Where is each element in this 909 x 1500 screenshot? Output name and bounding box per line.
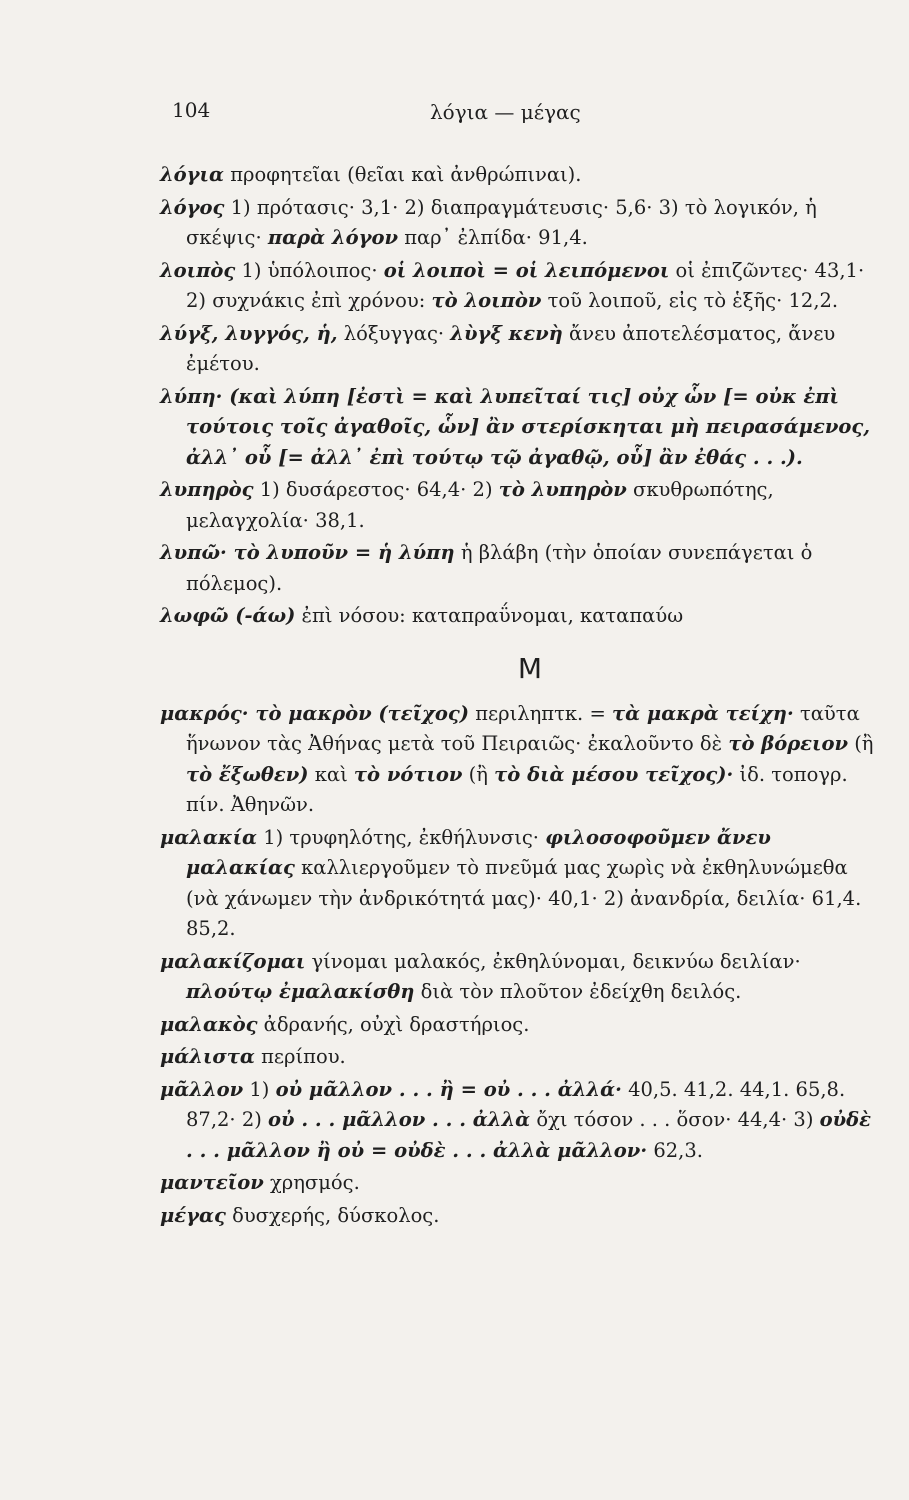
headword: λοιπὸς [160,258,236,282]
headword: μαντεῖον [160,1171,264,1194]
phrase: τὸ λυπηρὸν [498,478,627,501]
definition: 40,5. 41,2. 44,1. 65,8. 87,2· 2) [186,1077,846,1131]
definition: ἀδρανής, οὐχὶ δραστήριος. [257,1012,530,1036]
definition: 62,3. [647,1138,703,1162]
definition: 1) [243,1077,276,1101]
headword: λυπηρὸς [160,478,254,501]
definition: δυσχερής, δύσκολος. [225,1203,440,1227]
page-number: 104 [172,98,211,122]
entry-manteion [160,1168,880,1199]
entry-malakos [160,1010,880,1041]
definition: ἡ βλάβη (τὴν ὁποίαν συνεπάγεται ὁ πόλεμος). [186,541,813,595]
definition: παρ᾽ ἐλπίδα· 91,4. [398,226,588,249]
phrase: τὸ λοιπὸν [431,289,542,312]
definition: προφητεῖαι (θεῖαι καὶ ἀνθρώπιναι). [224,163,582,186]
phrase: τὸ ἔξωθεν) [186,762,309,786]
headword: λυπῶ· τὸ λυποῦν = ἡ λύπη [160,541,455,564]
definition: ἰδ. τοπογρ. πίν. Ἀθηνῶν. [186,762,848,816]
phrase: πλούτῳ ἐμαλακίσθη [186,980,415,1003]
definition: περιληπτκ. = [469,701,612,725]
headword: μακρός· τὸ μακρὸν (τεῖχος) [160,701,469,725]
entry-makros [160,699,880,821]
phrase: φιλοσοφοῦμεν ἄνευ μαλακίας [186,825,771,879]
phrase: τὸ βόρειον [728,732,848,755]
entry-malista [160,1042,880,1073]
entry-malakia [160,823,880,945]
definition: 1) πρότασις· 3,1· 2) διαπραγμάτευσις· 5,6· 3) τὸ λογικόν, ἡ σκέψις· [186,195,817,249]
definition: καλλιεργοῦμεν τὸ πνεῦμά μας χωρὶς νὰ ἐκθηλυνώμεθα (νὰ χάνωμεν τὴν ἀνδρικότητά μας)· 40,1· 2) ἀνανδρία, δειλία· 61,4. 85,2. [186,856,862,940]
definition: ἐπὶ νόσου: καταπραΰνομαι, καταπαύω [295,604,684,627]
definition: καὶ [308,762,354,786]
entry-malakizomai [160,947,880,1008]
phrase: οὐ μᾶλλον . . . ἢ = οὐ . . . ἀλλά· [275,1077,622,1101]
running-head: λόγια — μέγας [430,100,581,124]
dictionary-entries [160,160,880,1233]
entry-logia [160,160,880,191]
definition: ἄνευ ἀποτελέσματος, ἄνευ ἐμέτου. [186,321,836,375]
entry-mallon [160,1075,880,1167]
definition: λόξυγγας· [337,321,451,345]
headword: λύγξ, λυγγός, ἡ, [160,321,338,345]
definition: γίνομαι μαλακός, ἐκθηλύνομαι, δεικνύω δειλίαν· [305,949,801,973]
definition: ὄχι τόσον . . . ὅσον· 44,4· 3) [530,1108,820,1131]
headword: μᾶλλον [160,1077,244,1101]
definition: 1) τρυφηλότης, ἐκθήλυνσις· [257,825,546,849]
entry-loipos [160,256,880,317]
definition: χρησμός. [263,1171,360,1194]
entry-megas [160,1201,880,1232]
entry-lynx [160,319,880,380]
headword: λωφῶ (-άω) [160,604,296,627]
headword: μαλακίζομαι [160,949,306,973]
phrase: οὐ . . . μᾶλλον . . . ἀλλὰ [268,1108,531,1131]
definition: ταῦτα ἥνωνον τὰς Ἀθήνας μετὰ τοῦ Πειραιῶς· ἐκαλοῦντο δὲ [186,701,860,755]
phrase: οἱ λοιποὶ = οἱ λειπόμενοι [383,258,670,282]
phrase: λὺγξ κενὴ [450,321,563,345]
entry-lyperos [160,475,880,536]
headword: μαλακία [160,825,258,849]
headword: λόγος [160,195,225,219]
definition: περίπου. [254,1045,346,1068]
definition: τοῦ λοιποῦ, εἰς τὸ ἑξῆς· 12,2. [541,289,839,312]
entry-lopho [160,601,880,632]
entry-logos [160,193,880,254]
phrase: οὐδὲ . . . μᾶλλον ἢ οὐ = οὐδὲ . . . ἀλλὰ μᾶλλον· [186,1108,872,1162]
phrase: τὰ μακρὰ τείχη· [612,701,794,725]
section-letter: Μ [517,651,543,685]
definition: διὰ τὸν πλοῦτον ἐδείχθη δειλός. [414,980,742,1003]
definition: σκυθρωπότης, μελαγχολία· 38,1. [186,478,774,532]
phrase: τὸ διὰ μέσου τεῖχος)· [494,762,734,786]
definition: 1) δυσάρεστος· 64,4· 2) [253,478,499,501]
entry-lype [160,382,880,474]
phrase: τὸ νότιον [353,762,463,786]
headword: λύπη· (καὶ λύπη [ἐστὶ = καὶ λυπεῖταί τις] οὐχ ὧν [= οὐκ ἐπὶ τούτοις τοῖς ἀγαθοῖς, ὧν] ἂν στερίσκηται μὴ πειρασάμενος, ἀλλ᾽ οὗ [= ἀλλ᾽ ἐπὶ τούτῳ τῷ ἀγαθῷ, οὗ] ἂν ἐθάς . . .). [160,384,871,469]
definition: (ἢ [462,762,495,786]
phrase: παρὰ λόγον [267,226,398,249]
definition: 1) ὑπόλοιπος· [235,258,384,282]
headword: λόγια [160,163,224,186]
headword: μέγας [160,1203,226,1227]
entry-lypo [160,538,880,599]
definition: (ἢ [848,732,874,755]
headword: μαλακὸς [160,1012,258,1036]
definition: οἱ ἐπιζῶντες· 43,1· 2) συχνάκις ἐπὶ χρόνου: [186,258,865,312]
headword: μάλιστα [160,1045,255,1068]
